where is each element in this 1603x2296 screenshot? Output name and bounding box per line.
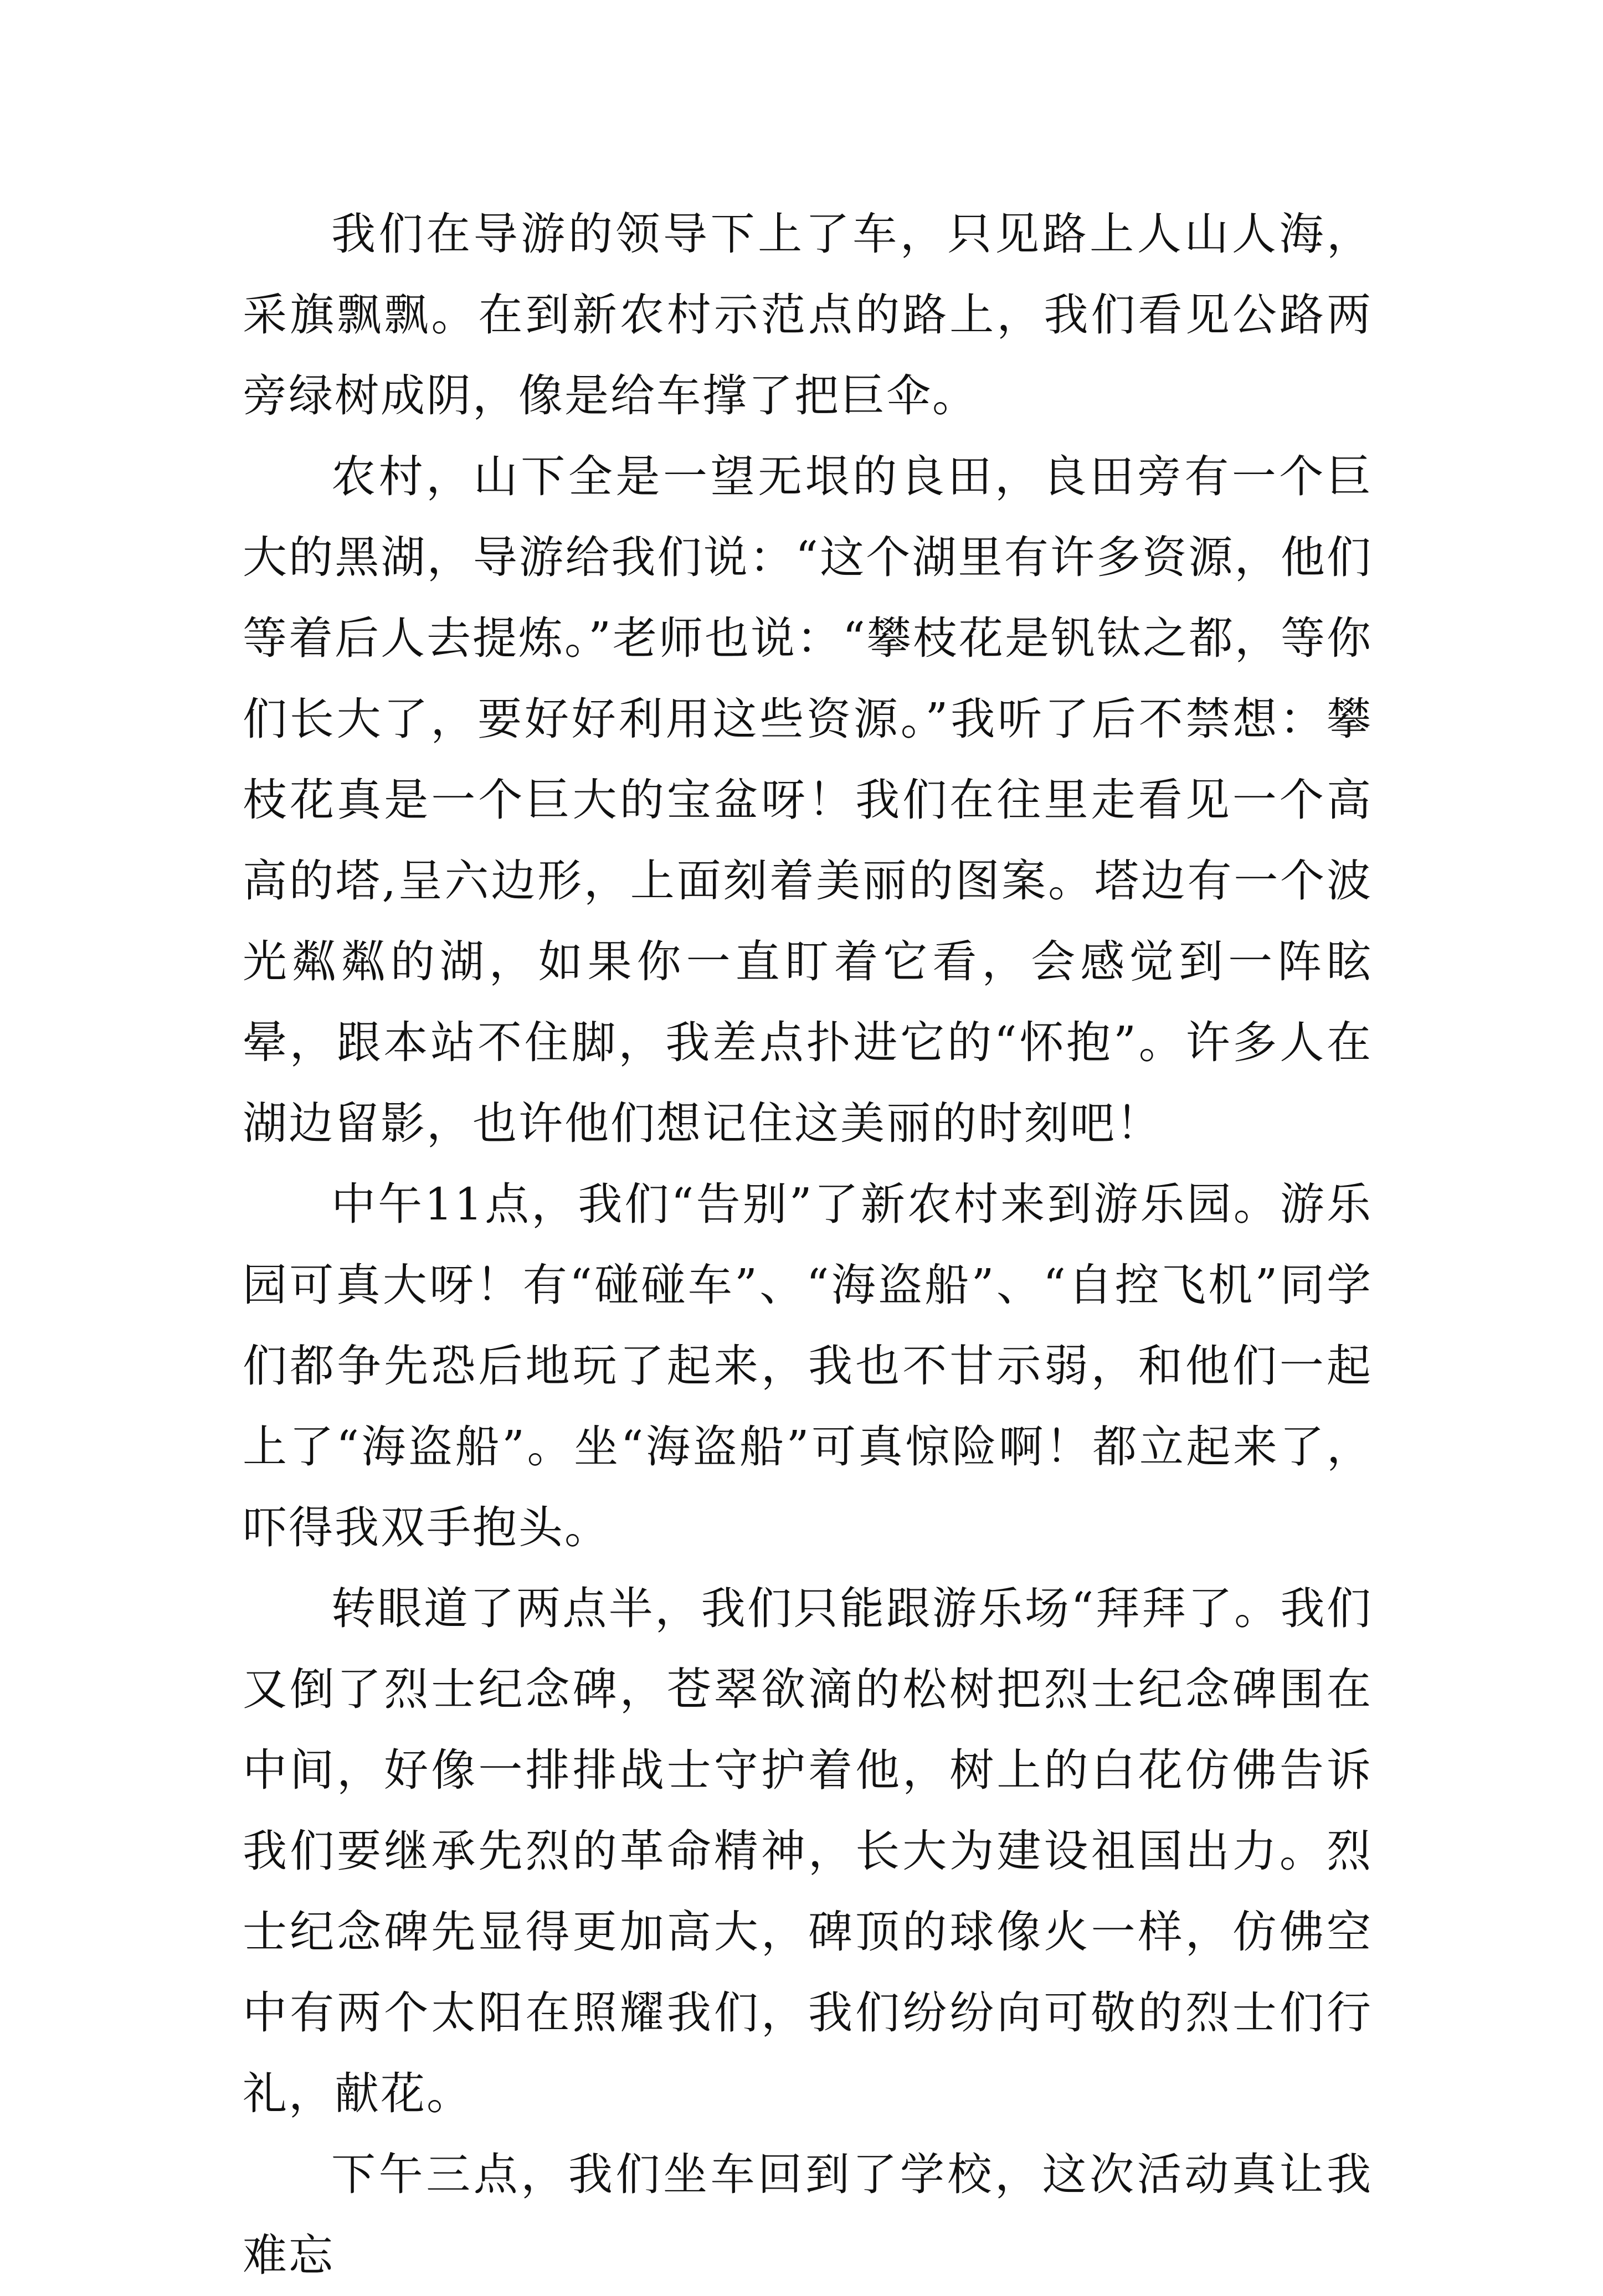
paragraph-3: 中午11点，我们“告别”了新农村来到游乐园。游乐园可真大呀！有“碰碰车”、“海盗船”、“自控飞机”同学们都争先恐后地玩了起来，我也不甘示弱，和他们一起上了“海盗船”。坐“海盗船”可真惊险啊！都立起来了，吓得我双手抱头。 xyxy=(243,1178,1373,1553)
paragraph-4: 转眼道了两点半，我们只能跟游乐场“拜拜了。我们又倒了烈士纪念碑，苍翠欲滴的松树把烈士纪念碑围在中间，好像一排排战士守护着他，树上的白花仿佛告诉我们要继承先烈的革命精神，长大为建设祖国出力。烈士纪念碑先显得更加高大，碑顶的球像火一样，仿佛空中有两个太阳在照耀我们，我们纷纷向可敬的烈士们行礼，献花。 xyxy=(243,1583,1373,2119)
paragraph-2: 农村，山下全是一望无垠的良田，良田旁有一个巨大的黑湖，导游给我们说：“这个湖里有许多资源，他们等着后人去提炼。”老师也说：“攀枝花是钒钛之都，等你们长大了，要好好利用这些资源。”我听了后不禁想：攀枝花真是一个巨大的宝盆呀！我们在往里走看见一个高高的塔,呈六边形，上面刻着美丽的图案。塔边有一个波光粼粼的湖，如果你一直盯着它看，会感觉到一阵眩晕，跟本站不住脚，我差点扑进它的“怀抱”。许多人在湖边留影，也许他们想记住这美丽的时刻吧！ xyxy=(243,451,1373,1149)
paragraph-1: 我们在导游的领导下上了车，只见路上人山人海，采旗飘飘。在到新农村示范点的路上，我们看见公路两旁绿树成阴，像是给车撑了把巨伞。 xyxy=(243,208,1373,421)
paragraph-5: 下午三点，我们坐车回到了学校，这次活动真让我难忘 xyxy=(243,2149,1373,2281)
essay-body xyxy=(243,194,1373,2296)
